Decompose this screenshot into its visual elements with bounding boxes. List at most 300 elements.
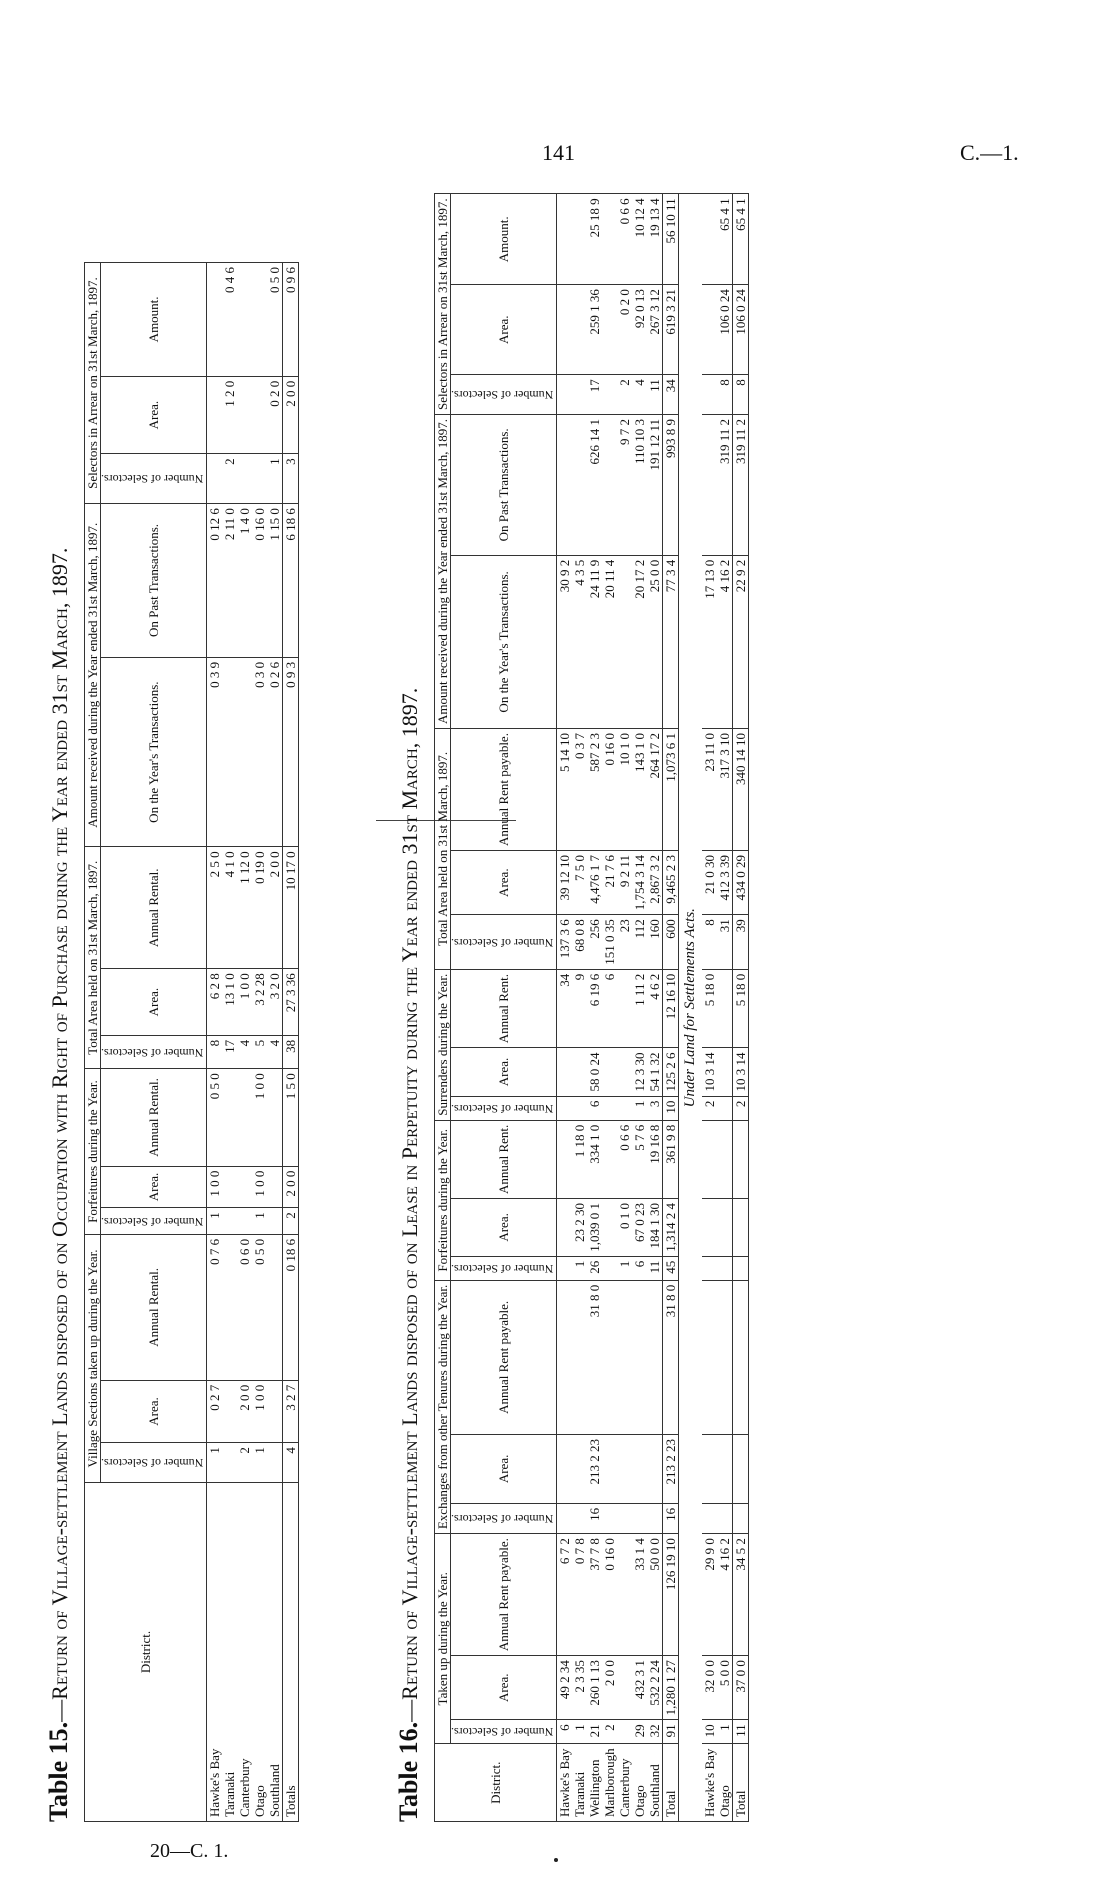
table-cell bbox=[602, 1434, 617, 1503]
h-on-year: On the Year's Transactions. bbox=[101, 657, 207, 846]
table-cell: 23 11 0 bbox=[702, 729, 717, 851]
table-cell: 21 0 30 bbox=[702, 851, 717, 915]
table-cell: 31 8 0 bbox=[587, 1280, 602, 1434]
table-cell: 12 16 10 bbox=[663, 969, 679, 1048]
table-cell: 600 bbox=[663, 915, 679, 970]
h-area: Area. bbox=[451, 1199, 557, 1257]
h-on-year: On the Year's Transactions. bbox=[451, 555, 557, 728]
table-cell: 12 3 30 bbox=[632, 1048, 647, 1096]
table-cell: 1 0 0 bbox=[252, 1166, 267, 1208]
table-cell: 56 10 11 bbox=[663, 194, 679, 285]
table-cell: 0 16 0 bbox=[602, 729, 617, 851]
table-cell: 110 10 3 bbox=[632, 414, 647, 555]
table-cell: 4 bbox=[632, 375, 647, 415]
table-cell: 0 7 6 bbox=[207, 1234, 223, 1380]
table-cell: Taranaki bbox=[572, 1744, 587, 1822]
h-amount: Amount. bbox=[451, 194, 557, 285]
table-cell: 213 2 23 bbox=[663, 1434, 679, 1503]
table-cell bbox=[572, 1096, 587, 1120]
table-cell: 112 bbox=[632, 915, 647, 970]
section-heading-row bbox=[679, 194, 703, 1822]
table-cell bbox=[602, 1503, 617, 1533]
table-cell bbox=[267, 1443, 283, 1483]
table-cell bbox=[252, 263, 267, 377]
table-cell: 68 0 8 bbox=[572, 915, 587, 970]
table-cell: Canterbury bbox=[237, 1483, 252, 1822]
table-cell: 11 bbox=[733, 1720, 749, 1744]
table-cell bbox=[733, 1434, 749, 1503]
table-cell: 31 8 0 bbox=[663, 1280, 679, 1434]
table-cell: 5 bbox=[252, 1035, 267, 1068]
col-exchanges: Exchanges from other Tenures during the Year. bbox=[435, 1280, 451, 1533]
table-cell: 1 bbox=[632, 1096, 647, 1120]
table-cell: Canterbury bbox=[617, 1744, 632, 1822]
table-cell: 1 bbox=[207, 1208, 223, 1235]
col-forfeitures: Forfeitures during the Year. bbox=[85, 1069, 101, 1235]
table-cell: 1 bbox=[252, 1208, 267, 1235]
table-cell: 9 bbox=[572, 969, 587, 1048]
totals-row bbox=[663, 194, 679, 1822]
table-cell bbox=[733, 1120, 749, 1198]
col-total-held: Total Area held on 31st March, 1897. bbox=[435, 729, 451, 970]
h-area: Area. bbox=[101, 376, 207, 454]
table-cell bbox=[557, 414, 573, 555]
table-row bbox=[632, 194, 647, 1822]
table-cell: 0 7 8 bbox=[572, 1534, 587, 1656]
table-cell: 6 bbox=[602, 969, 617, 1048]
table-cell bbox=[557, 285, 573, 375]
h-rent: Annual Rent payable. bbox=[451, 729, 557, 851]
table-cell bbox=[602, 1199, 617, 1257]
h-area: Area. bbox=[101, 1380, 207, 1442]
table-cell: 1,039 0 1 bbox=[587, 1199, 602, 1257]
h-area: Area. bbox=[451, 851, 557, 915]
table-cell: 1,280 1 27 bbox=[663, 1656, 679, 1720]
h-selectors: Number of Selectors. bbox=[451, 1511, 554, 1526]
col-arrear: Selectors in Arrear on 31st March, 1897. bbox=[435, 194, 451, 415]
table-cell bbox=[252, 454, 267, 504]
table-cell: 106 0 24 bbox=[717, 285, 733, 375]
table-cell: 5 14 10 bbox=[557, 729, 573, 851]
table-cell: 9 7 2 bbox=[617, 414, 632, 555]
table-cell: 1 2 0 bbox=[222, 376, 237, 454]
table-cell bbox=[617, 1434, 632, 1503]
table-cell: 361 9 8 bbox=[663, 1120, 679, 1198]
table-cell bbox=[702, 1434, 717, 1503]
table-cell: 5 18 0 bbox=[702, 969, 717, 1048]
table-cell: 31 bbox=[717, 915, 733, 970]
table-16-grid bbox=[434, 193, 749, 1822]
table-cell bbox=[267, 1166, 283, 1208]
col-total-held: Total Area held on 31st March, 1897. bbox=[85, 847, 101, 1069]
table-cell: 37 7 8 bbox=[587, 1534, 602, 1656]
table-cell: Southland bbox=[267, 1483, 283, 1822]
table-cell: 2 3 35 bbox=[572, 1656, 587, 1720]
table-cell: 0 12 6 bbox=[207, 504, 223, 658]
col-taken-up: Taken up during the Year. bbox=[435, 1534, 451, 1744]
col-received: Amount received during the Year ended 31st March, 1897. bbox=[435, 414, 451, 728]
table-cell bbox=[717, 1096, 733, 1120]
table-cell: 0 6 6 bbox=[617, 194, 632, 285]
table-cell: 4 3 5 bbox=[572, 555, 587, 728]
table-cell: 2 bbox=[283, 1208, 299, 1235]
table-cell: 7 5 0 bbox=[572, 851, 587, 915]
table-cell: 20 17 2 bbox=[632, 555, 647, 728]
table-cell: 50 0 0 bbox=[647, 1534, 663, 1656]
table-cell: 2 bbox=[617, 375, 632, 415]
table-cell: 259 1 36 bbox=[587, 285, 602, 375]
table-cell: 2 bbox=[702, 1096, 717, 1120]
table-cell: 0 16 0 bbox=[252, 504, 267, 658]
table-cell bbox=[617, 555, 632, 728]
table-cell: 0 4 6 bbox=[222, 263, 237, 377]
table-cell: 256 bbox=[587, 915, 602, 970]
table-cell: 0 9 3 bbox=[283, 657, 299, 846]
table-cell: Southland bbox=[647, 1744, 663, 1822]
table-cell bbox=[702, 1280, 717, 1434]
table-cell: 3 2 28 bbox=[252, 969, 267, 1036]
table-cell: 0 3 9 bbox=[207, 657, 223, 846]
table-cell: 10 17 0 bbox=[283, 847, 299, 969]
table-cell: 213 2 23 bbox=[587, 1434, 602, 1503]
table-cell bbox=[557, 1256, 573, 1280]
table-cell: 2 bbox=[237, 1443, 252, 1483]
table-15-grid bbox=[84, 262, 299, 1822]
table-cell bbox=[617, 969, 632, 1048]
table-cell: 2,867 3 2 bbox=[647, 851, 663, 915]
table-cell: 49 2 34 bbox=[557, 1656, 573, 1720]
table-cell: 6 bbox=[557, 1720, 573, 1744]
table-cell bbox=[252, 376, 267, 454]
table-cell bbox=[602, 1120, 617, 1198]
table-cell bbox=[557, 1096, 573, 1120]
table-cell: 1 0 0 bbox=[207, 1166, 223, 1208]
table-cell: 106 0 24 bbox=[733, 285, 749, 375]
h-selectors: Number of Selectors. bbox=[451, 935, 554, 950]
table-15-title: Table 15.—Return of Village-settlement Lands disposed of on Occupation with Right of Purchase during the Year ended 31st March, 1897. bbox=[44, 547, 73, 1822]
table-cell bbox=[702, 1256, 717, 1280]
table-cell: 137 3 6 bbox=[557, 915, 573, 970]
table-cell: 125 2 6 bbox=[663, 1048, 679, 1096]
table-cell bbox=[617, 1280, 632, 1434]
table-cell bbox=[717, 1503, 733, 1533]
table-cell bbox=[557, 1280, 573, 1434]
h-rent: Annual Rent payable. bbox=[451, 1534, 557, 1656]
table-cell bbox=[617, 1503, 632, 1533]
table-cell: 34 bbox=[663, 375, 679, 415]
table-cell: 2 0 0 bbox=[602, 1656, 617, 1720]
table-cell: 151 0 35 bbox=[602, 915, 617, 970]
table-row bbox=[717, 194, 733, 1822]
table-cell: 65 4 1 bbox=[717, 194, 733, 285]
table-cell: 10 1 0 bbox=[617, 729, 632, 851]
totals-row bbox=[733, 194, 749, 1822]
table-cell: 38 bbox=[283, 1035, 299, 1068]
table-cell bbox=[572, 414, 587, 555]
table-cell bbox=[572, 285, 587, 375]
table-cell bbox=[207, 376, 223, 454]
table-cell: 11 bbox=[647, 1256, 663, 1280]
table-cell bbox=[222, 657, 237, 846]
table-cell: 6 19 6 bbox=[587, 969, 602, 1048]
table-cell bbox=[717, 1120, 733, 1198]
table-cell: 2 0 0 bbox=[237, 1380, 252, 1442]
table-row bbox=[237, 263, 252, 1822]
table-cell: 67 0 23 bbox=[632, 1199, 647, 1257]
table-cell: 0 2 0 bbox=[617, 285, 632, 375]
table-cell: 1 bbox=[572, 1720, 587, 1744]
table-cell: 39 12 10 bbox=[557, 851, 573, 915]
table-cell: 27 3 36 bbox=[283, 969, 299, 1036]
table-cell bbox=[572, 194, 587, 285]
table-cell bbox=[222, 1234, 237, 1380]
table-cell: 0 5 0 bbox=[252, 1234, 267, 1380]
col-arrear: Selectors in Arrear on 31st March, 1897. bbox=[85, 263, 101, 504]
table-cell: 1,754 3 14 bbox=[632, 851, 647, 915]
page-number: 141 bbox=[542, 140, 575, 165]
table-cell bbox=[717, 1256, 733, 1280]
table-cell bbox=[237, 1069, 252, 1166]
table-cell bbox=[222, 1380, 237, 1442]
table-cell bbox=[572, 375, 587, 415]
table-cell bbox=[237, 376, 252, 454]
h-area: Area. bbox=[451, 1048, 557, 1096]
table-cell bbox=[702, 1120, 717, 1198]
table-cell bbox=[717, 1434, 733, 1503]
table-cell bbox=[237, 657, 252, 846]
h-selectors: Number of Selectors. bbox=[451, 1101, 554, 1116]
table-cell: 1 0 0 bbox=[237, 969, 252, 1036]
table-cell: 0 19 0 bbox=[252, 847, 267, 969]
h-on-past: On Past Transactions. bbox=[451, 414, 557, 555]
table-cell bbox=[267, 1208, 283, 1235]
table-cell: 10 bbox=[702, 1720, 717, 1744]
table-cell: 319 11 2 bbox=[717, 414, 733, 555]
table-cell bbox=[702, 1199, 717, 1257]
table-cell bbox=[632, 1434, 647, 1503]
table-cell: 4 bbox=[237, 1035, 252, 1068]
h-area: Area. bbox=[451, 1656, 557, 1720]
table-cell bbox=[237, 263, 252, 377]
table-cell: Marlborough bbox=[602, 1744, 617, 1822]
section-heading: Under Land for Settlements Acts. bbox=[679, 194, 703, 1822]
table-cell: 2 bbox=[222, 454, 237, 504]
h-rental: Annual Rental. bbox=[101, 1234, 207, 1380]
table-cell: 1 0 0 bbox=[252, 1380, 267, 1442]
table-row bbox=[602, 194, 617, 1822]
table-cell: 1 bbox=[252, 1443, 267, 1483]
printer-dot bbox=[554, 1858, 558, 1862]
table-cell bbox=[557, 194, 573, 285]
table-cell: Hawke's Bay bbox=[557, 1744, 573, 1822]
table-cell bbox=[717, 969, 733, 1048]
table-cell: 1,073 6 1 bbox=[663, 729, 679, 851]
table-cell bbox=[557, 1048, 573, 1096]
h-on-past: On Past Transactions. bbox=[101, 504, 207, 658]
table-cell: 23 bbox=[617, 915, 632, 970]
table-cell: 16 bbox=[587, 1503, 602, 1533]
table-cell: 619 3 21 bbox=[663, 285, 679, 375]
table-cell bbox=[557, 1199, 573, 1257]
table-cell: 10 12 4 bbox=[632, 194, 647, 285]
h-area: Area. bbox=[101, 1166, 207, 1208]
table-cell: 432 3 1 bbox=[632, 1656, 647, 1720]
table-cell: 29 bbox=[632, 1720, 647, 1744]
h-selectors: Number of Selectors. bbox=[101, 1456, 204, 1471]
table-cell bbox=[237, 1208, 252, 1235]
table-cell: 58 0 24 bbox=[587, 1048, 602, 1096]
table-cell: 92 0 13 bbox=[632, 285, 647, 375]
table-cell: 0 2 0 bbox=[267, 376, 283, 454]
table-cell bbox=[557, 375, 573, 415]
table-cell: 11 bbox=[647, 375, 663, 415]
table-cell bbox=[557, 1120, 573, 1198]
table-cell bbox=[572, 1434, 587, 1503]
col-district: District. bbox=[85, 1483, 207, 1822]
table-cell: 23 2 30 bbox=[572, 1199, 587, 1257]
table-cell: 19 16 8 bbox=[647, 1120, 663, 1198]
table-cell: 2 bbox=[602, 1720, 617, 1744]
table-cell: 5 18 0 bbox=[733, 969, 749, 1048]
table-cell: 10 3 14 bbox=[733, 1048, 749, 1096]
table-cell: 8 bbox=[717, 375, 733, 415]
table-cell: 4 bbox=[283, 1443, 299, 1483]
h-selectors: Number of Selectors. bbox=[451, 388, 554, 403]
h-selectors: Number of Selectors. bbox=[451, 1725, 554, 1740]
table-cell: 32 bbox=[647, 1720, 663, 1744]
table-cell bbox=[237, 454, 252, 504]
table-row bbox=[557, 194, 573, 1822]
table-cell: 1 0 0 bbox=[252, 1069, 267, 1166]
table-cell: 1 12 0 bbox=[237, 847, 252, 969]
col-district: District. bbox=[435, 1744, 557, 1822]
table-cell bbox=[733, 1256, 749, 1280]
table-cell bbox=[222, 1166, 237, 1208]
table-cell bbox=[222, 1208, 237, 1235]
table-cell: 5 7 6 bbox=[632, 1120, 647, 1198]
table-cell: 0 6 0 bbox=[237, 1234, 252, 1380]
table-cell: 184 1 30 bbox=[647, 1199, 663, 1257]
table-cell: 17 13 0 bbox=[702, 555, 717, 728]
table-row bbox=[587, 194, 602, 1822]
table-cell bbox=[602, 194, 617, 285]
table-cell: 0 9 6 bbox=[283, 263, 299, 377]
h-rent: Annual Rent. bbox=[451, 1120, 557, 1198]
sheet-signature: 20—C. 1. bbox=[150, 1840, 229, 1862]
table-cell: 2 5 0 bbox=[207, 847, 223, 969]
table-cell: 4 16 2 bbox=[717, 555, 733, 728]
table-cell: 160 bbox=[647, 915, 663, 970]
table-cell: 317 3 10 bbox=[717, 729, 733, 851]
table-cell: 26 bbox=[587, 1256, 602, 1280]
table-cell: 6 18 6 bbox=[283, 504, 299, 658]
table-cell: 24 11 9 bbox=[587, 555, 602, 728]
table-cell: 0 2 6 bbox=[267, 657, 283, 846]
h-rental: Annual Rental. bbox=[101, 1069, 207, 1166]
h-area: Area. bbox=[101, 969, 207, 1036]
h-area: Area. bbox=[451, 285, 557, 375]
table-cell: 1 bbox=[267, 454, 283, 504]
table-cell: Hawke's Bay bbox=[207, 1483, 223, 1822]
table-cell: 1 5 0 bbox=[283, 1069, 299, 1166]
table-cell: 191 12 11 bbox=[647, 414, 663, 555]
col-surrenders: Surrenders during the Year. bbox=[435, 969, 451, 1120]
table-cell: 0 3 0 bbox=[252, 657, 267, 846]
table-cell: Taranaki bbox=[222, 1483, 237, 1822]
table-cell bbox=[207, 263, 223, 377]
h-selectors: Number of Selectors. bbox=[101, 1045, 204, 1060]
table-cell: 20 11 4 bbox=[602, 555, 617, 728]
table-cell: 626 14 1 bbox=[587, 414, 602, 555]
h-rent: Annual Rent. bbox=[451, 969, 557, 1048]
table-cell: 1 11 2 bbox=[632, 969, 647, 1048]
table-cell: 126 19 10 bbox=[663, 1534, 679, 1656]
table-16 bbox=[394, 198, 749, 1822]
table-cell bbox=[602, 1096, 617, 1120]
table-cell: Wellington bbox=[587, 1744, 602, 1822]
table-cell: 8 bbox=[733, 375, 749, 415]
table-cell: 65 4 1 bbox=[733, 194, 749, 285]
table-row bbox=[222, 263, 237, 1822]
table-cell bbox=[617, 1534, 632, 1656]
table-cell bbox=[617, 1096, 632, 1120]
table-cell bbox=[733, 1280, 749, 1434]
table-cell: Hawke's Bay bbox=[702, 1744, 717, 1822]
table-cell: 19 13 4 bbox=[647, 194, 663, 285]
table-cell: 1 bbox=[617, 1256, 632, 1280]
table-cell: 143 1 0 bbox=[632, 729, 647, 851]
table-cell: 0 3 7 bbox=[572, 729, 587, 851]
table-cell: 6 bbox=[587, 1096, 602, 1120]
table-cell: 21 bbox=[587, 1720, 602, 1744]
table-cell: 6 bbox=[632, 1256, 647, 1280]
table-cell: Totals bbox=[283, 1483, 299, 1822]
table-cell: 3 bbox=[283, 454, 299, 504]
table-cell bbox=[602, 1256, 617, 1280]
table-cell: 21 7 6 bbox=[602, 851, 617, 915]
table-cell: 30 9 2 bbox=[557, 555, 573, 728]
table-cell: 25 0 0 bbox=[647, 555, 663, 728]
table-cell: 1 bbox=[207, 1443, 223, 1483]
table-cell bbox=[222, 1443, 237, 1483]
h-selectors: Number of Selectors. bbox=[101, 1214, 204, 1229]
table-cell bbox=[647, 1434, 663, 1503]
table-cell: 10 bbox=[663, 1096, 679, 1120]
table-cell: 2 0 0 bbox=[283, 376, 299, 454]
table-cell bbox=[267, 1069, 283, 1166]
table-cell: 264 17 2 bbox=[647, 729, 663, 851]
h-selectors: Number of Selectors. bbox=[451, 1261, 554, 1276]
table-cell: 2 0 0 bbox=[267, 847, 283, 969]
table-cell bbox=[222, 1069, 237, 1166]
table-cell: 34 bbox=[557, 969, 573, 1048]
table-cell: 9,465 2 3 bbox=[663, 851, 679, 915]
table-row bbox=[207, 263, 223, 1822]
table-cell bbox=[207, 454, 223, 504]
table-cell: 2 11 0 bbox=[222, 504, 237, 658]
table-cell bbox=[702, 375, 717, 415]
table-row bbox=[617, 194, 632, 1822]
totals-row bbox=[283, 263, 299, 1822]
table-cell bbox=[717, 1048, 733, 1096]
table-cell: Otago bbox=[632, 1744, 647, 1822]
table-cell: 45 bbox=[663, 1256, 679, 1280]
table-cell: 434 0 29 bbox=[733, 851, 749, 915]
table-cell bbox=[267, 1234, 283, 1380]
table-cell: 9 2 11 bbox=[617, 851, 632, 915]
table-cell: 6 2 8 bbox=[207, 969, 223, 1036]
table-cell: 3 bbox=[647, 1096, 663, 1120]
